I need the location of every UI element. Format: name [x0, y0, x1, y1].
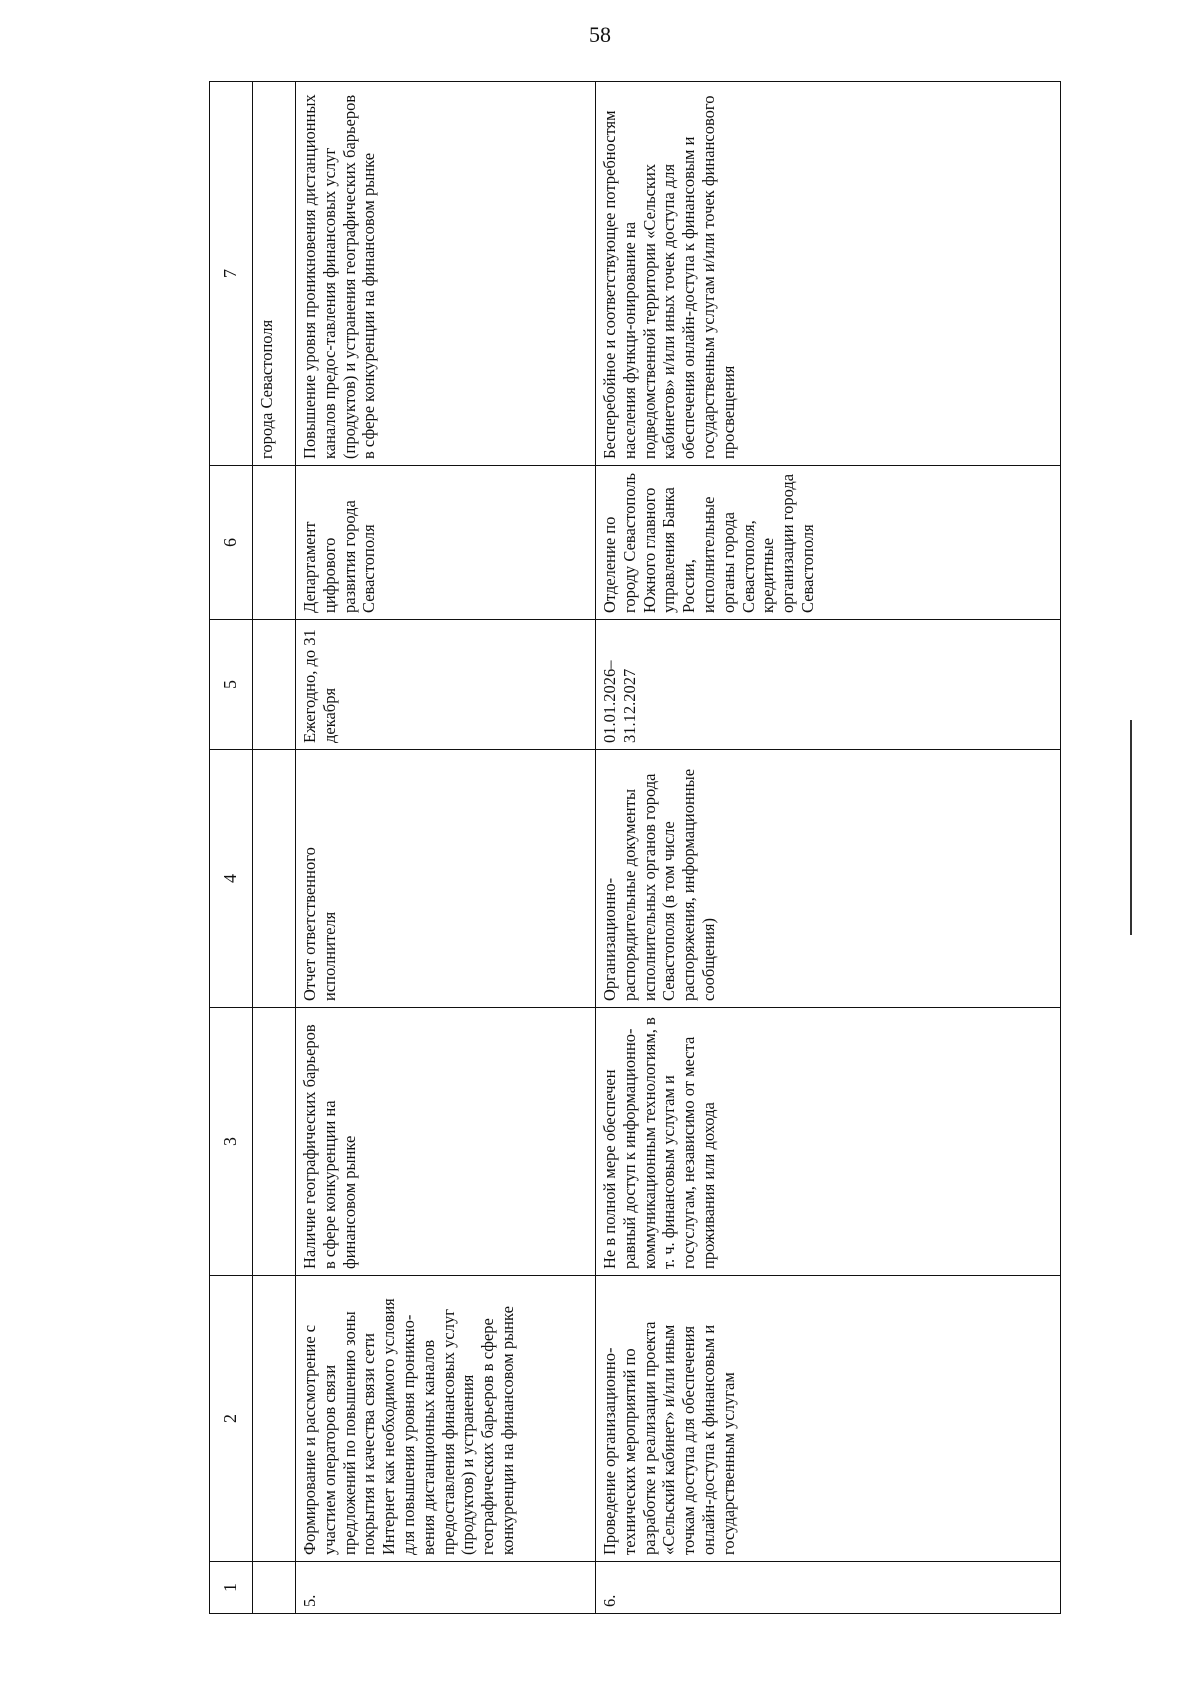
scan-divider-line [1130, 720, 1132, 935]
table-cell [253, 1562, 296, 1614]
column-number: 2 [210, 1276, 253, 1562]
column-number: 6 [210, 466, 253, 620]
deadline-cell: Ежегодно, до 31 декабря [296, 620, 596, 750]
column-number: 1 [210, 1562, 253, 1614]
table-cell [253, 466, 296, 620]
measure-cell: Проведение организационно-технических мероприятий по разработке и реализации проекта «Сельский кабинет» и/или иным точкам доступа для обеспечения онлайн-доступа к финансовым и государственным услугам [596, 1276, 1061, 1562]
continuation-row [253, 82, 296, 1614]
row-number-cell: 6. [596, 1562, 1061, 1614]
column-number: 3 [210, 1008, 253, 1276]
document-cell: Организационно-распорядительные документы исполнительных органов города Севастополя (в том числе распоряжения, информационные сообщения) [596, 750, 1061, 1008]
result-cell: Бесперебойное и соответствующее потребностям населения функци-онирование на подведомственной территории «Сельских кабинетов» и/или иных точек доступа для обеспечения онлайн-доступа к финансовым и государственным услугам и/или точек финансового просвещения [596, 82, 1061, 466]
table-cell: города Севастополя [253, 82, 296, 466]
measure-cell: Формирование и рассмотрение с участием операторов связи предложений по повышению зоны покрытия и качества связи сети Интернет как необходимого условия для повышения уровня проникно-вения дистанционных каналов предоставления финансовых услуг (продуктов) и устранения географических барьеров в сфере конкуренции на финансовом рынке [296, 1276, 596, 1562]
column-number-row [210, 82, 253, 1614]
column-number: 5 [210, 620, 253, 750]
document-cell: Отчет ответственного исполнителя [296, 750, 596, 1008]
column-number: 7 [210, 82, 253, 466]
table-row [296, 82, 596, 1614]
rotated-table-wrapper [209, 82, 1061, 1614]
executor-cell: Департамент цифрового развития города Севастополя [296, 466, 596, 620]
table-row [596, 82, 1061, 1614]
table-cell [253, 620, 296, 750]
table-cell [253, 750, 296, 1008]
table-cell [253, 1008, 296, 1276]
result-cell: Повышение уровня проникновения дистанционных каналов предос-тавления финансовых услуг (продуктов) и устранения географических барьеров в сфере конкуренции на финансовом рынке [296, 82, 596, 466]
problem-cell: Наличие географических барьеров в сфере конкуренции на финансовом рынке [296, 1008, 596, 1276]
deadline-cell: 01.01.2026–31.12.2027 [596, 620, 1061, 750]
table-cell [253, 1276, 296, 1562]
page-number: 58 [589, 22, 611, 47]
problem-cell: Не в полной мере обеспечен равный доступ к информационно-коммуникационным технологиям, в т. ч. финансовым услугам и госуслугам, независимо от места проживания или дохода [596, 1008, 1061, 1276]
executor-cell: Отделение по городу Севастополь Южного главного управления Банка России, исполнительные органы города Севастополя, кредитные организации города Севастополя [596, 466, 1061, 620]
row-number-cell: 5. [296, 1562, 596, 1614]
column-number: 4 [210, 750, 253, 1008]
measures-table [209, 81, 1061, 1614]
